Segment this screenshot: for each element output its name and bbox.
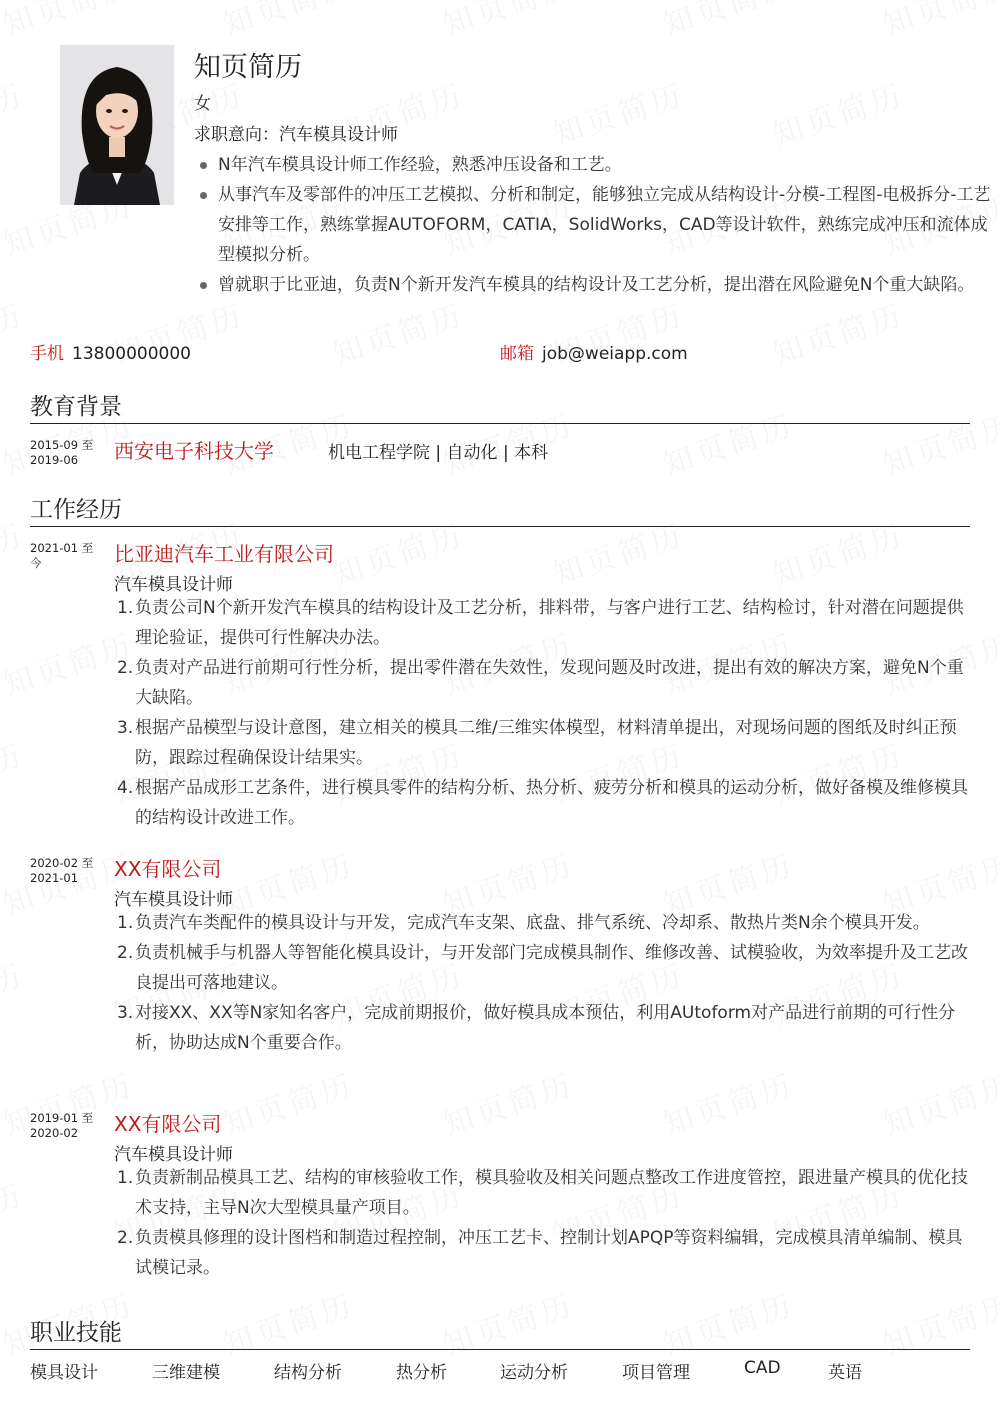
email-value[interactable]: job@weiapp.com: [542, 344, 688, 364]
duty-item: 1. 负责公司N个新开发汽车模具的结构设计及工艺分析，排料带，与客户进行工艺、结构检讨，针对潜在问题提供理论验证，提供可行性解决办法。: [117, 598, 964, 648]
duty-item: 2. 负责机械手与机器人等智能化模具设计，与开发部门完成模具制作、维修改善、试模验收，为效率提升及工艺改良提出可落地建议。: [117, 943, 968, 993]
job-date: [30, 856, 100, 886]
skills-list: [30, 1358, 970, 1383]
watermark-text: [437, 1060, 580, 1144]
resume-header: [30, 0, 991, 330]
email-label: 邮箱: [500, 344, 534, 364]
school-name: 西安电子科技大学: [114, 439, 274, 463]
education-detail: 机电工程学院 | 自动化 | 本科: [328, 443, 549, 463]
section-title-work: 工作经历: [30, 491, 970, 527]
section-title-education: 教育背景: [30, 388, 970, 424]
date-end: 2021-01: [30, 871, 79, 885]
skill-tag: 运动分析: [500, 1363, 568, 1383]
section-title-skills: 职业技能: [30, 1314, 970, 1350]
duty-item: 1. 负责汽车类配件的模具设计与开发，完成汽车支架、底盘、排气系统、冷却系、散热片类N余个模具开发。: [117, 913, 930, 933]
job-role: 汽车模具设计师: [114, 890, 233, 910]
company-name: XX有限公司: [114, 1112, 222, 1136]
job-role: 汽车模具设计师: [114, 1145, 233, 1165]
watermark-text: [0, 510, 29, 594]
watermark-text: [0, 1170, 29, 1254]
company-name: 比亚迪汽车工业有限公司: [114, 542, 334, 566]
candidate-gender: 女: [194, 94, 211, 114]
date-start: 2020-02 至: [30, 856, 94, 870]
duty-item: 2. 负责模具修理的设计图档和制造过程控制，冲压工艺卡、控制计划APQP等资料编辑，完成模具清单编制、模具试模记录。: [117, 1228, 963, 1278]
skill-tag: 热分析: [396, 1363, 447, 1383]
job-duties: [114, 593, 970, 833]
summary-item: N年汽车模具设计师工作经验，熟悉冲压设备和工艺。: [194, 150, 1000, 180]
duty-item: 1. 负责新制品模具工艺、结构的审核验收工作，模具验收及相关问题点整改工作进度管控，跟进量产模具的优化技术支持，主导N次大型模具量产项目。: [117, 1168, 968, 1218]
skill-tag: 英语: [828, 1363, 862, 1383]
contact-phone: [30, 339, 191, 364]
duty-item: 3. 根据产品模型与设计意图，建立相关的模具二维/三维实体模型，材料清单提出，对现场问题的图纸及时纠正预防，跟踪过程确保设计结果实。: [117, 718, 957, 768]
date-start: 2015-09 至: [30, 438, 94, 452]
duty-item: 3. 对接XX、XX等N家知名客户，完成前期报价，做好模具成本预估，利用AUtoform对产品进行前期的可行性分析，协助达成N个重要合作。: [117, 1003, 956, 1053]
job-duties: [114, 1163, 970, 1283]
watermark-text: [217, 1060, 360, 1144]
duty-item: 4. 根据产品成形工艺条件，进行模具零件的结构分析、热分析、疲劳分析和模具的运动分析，做好备模及维修模具的结构设计改进工作。: [117, 778, 968, 828]
skill-tag: 项目管理: [622, 1363, 690, 1383]
date-start: 2021-01 至今: [30, 541, 94, 570]
skill-tag: 模具设计: [30, 1363, 98, 1383]
skill-tag: 结构分析: [274, 1363, 342, 1383]
date-end: 2019-06: [30, 453, 79, 467]
profile-summary: [194, 150, 1000, 300]
job-intent: 求职意向：汽车模具设计师: [194, 125, 398, 145]
phone-label: 手机: [30, 344, 64, 364]
candidate-name: 知页简历: [194, 52, 302, 83]
watermark-text: [877, 1060, 1000, 1144]
job-duties: [114, 908, 970, 1058]
skill-tag: CAD: [744, 1358, 781, 1378]
watermark-text: [0, 950, 29, 1034]
profile-photo: [60, 45, 174, 205]
education-date: [30, 438, 100, 468]
duty-item: 2. 负责对产品进行前期可行性分析，提出零件潜在失效性，发现问题及时改进，提出有效的解决方案，避免N个重大缺陷。: [117, 658, 964, 708]
job-date: [30, 1111, 100, 1141]
contact-email: [500, 339, 688, 364]
watermark-text: [657, 1060, 800, 1144]
date-start: 2019-01 至: [30, 1111, 94, 1125]
company-name: XX有限公司: [114, 857, 222, 881]
phone-value[interactable]: 13800000000: [72, 344, 191, 364]
job-date: [30, 541, 100, 571]
watermark-text: [0, 730, 29, 814]
summary-item: 从事汽车及零部件的冲压工艺模拟、分析和制定，能够独立完成从结构设计-分模-工程图-电极拆分-工艺安排等工作，熟练掌握AUTOFORM，CATIA，SolidWorks，CAD等设计软件，熟练完成冲压和流体成型模拟分析。: [194, 180, 1000, 270]
job-role: 汽车模具设计师: [114, 575, 233, 595]
date-end: 2020-02: [30, 1126, 79, 1140]
skill-tag: 三维建模: [152, 1363, 220, 1383]
summary-item: 曾就职于比亚迪，负责N个新开发汽车模具的结构设计及工艺分析，提出潜在风险避免N个重大缺陷。: [194, 270, 1000, 300]
